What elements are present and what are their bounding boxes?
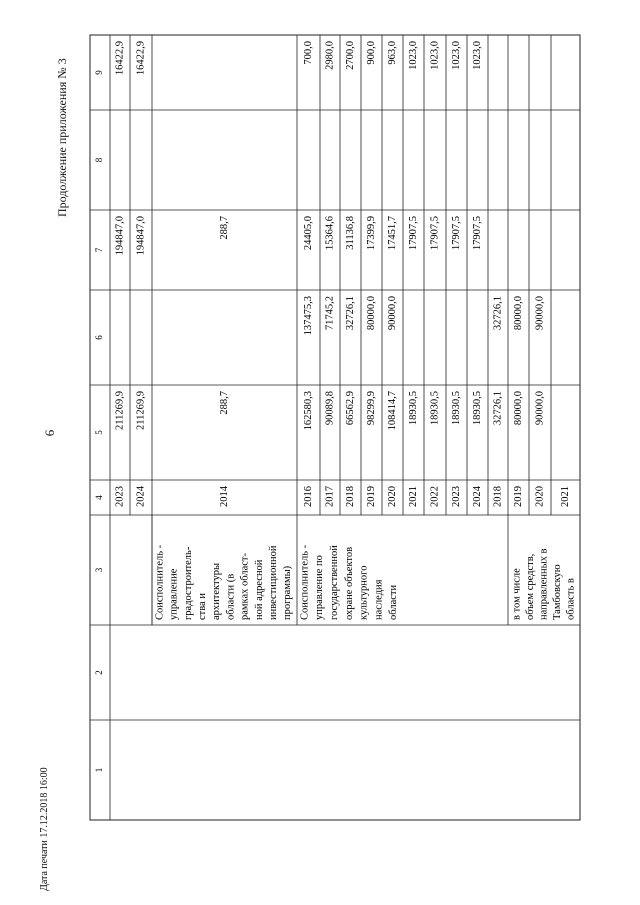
table-border [90,35,580,820]
value-cell: 2700,0 [344,41,356,70]
text-block-line: ства и [197,593,209,620]
appendix-title: Продолжение приложения № 3 [55,58,69,217]
value-cell: 1023,0 [407,41,419,70]
text-block-line: рамках област- [239,552,251,620]
year-cell: 2023 [450,486,462,507]
text-block-line: в том числе [511,568,523,620]
value-cell: 108414,7 [386,391,398,431]
year-cell: 2024 [135,486,147,507]
text-block-line: культурного [358,565,370,620]
year-cell: 2020 [386,486,398,507]
value-cell: 162580,3 [302,391,314,431]
text-block-line: область в [565,578,577,620]
value-cell: 18930,5 [429,391,441,426]
value-cell: 16422,9 [114,41,126,76]
column-header: 4 [94,495,105,500]
text-block-line: государственной [329,545,341,620]
text-block-line: объем средств, [524,553,536,620]
value-cell: 66562,9 [344,391,356,426]
value-cell: 1023,0 [471,41,483,70]
value-cell: 18930,5 [471,391,483,426]
year-cell: 2019 [365,486,377,507]
value-cell: 194847,0 [114,216,126,256]
year-cell: 2020 [534,486,546,507]
column-header: 5 [94,430,105,435]
value-cell: 17907,5 [407,216,419,251]
year-cell: 2018 [344,486,356,507]
value-cell: 2980,0 [324,41,336,70]
text-block-line: управление [168,568,180,620]
value-cell: 1023,0 [450,41,462,70]
value-cell: 71745,2 [324,296,336,331]
year-cell: 2021 [559,486,571,507]
text-block-line: области (в [225,573,237,620]
value-cell: 90000,0 [534,391,546,426]
year-cell: 2017 [324,486,336,507]
value-cell: 700,0 [302,41,314,65]
value-cell: 17399,9 [365,216,377,251]
value-cell: 32726,1 [492,296,504,331]
value-cell: 963,0 [386,41,398,65]
value-cell: 17907,5 [429,216,441,251]
text-block-line: управление по [314,555,326,620]
value-cell: 288,7 [218,391,230,415]
column-header: 7 [94,247,105,253]
column-header: 6 [94,335,105,340]
value-cell: 211269,9 [135,391,147,430]
value-cell: 17451,7 [386,216,398,251]
text-block-line: ной адресной [253,559,265,620]
column-header: 9 [94,70,105,75]
text-block-line: инвестиционной [268,545,280,620]
value-cell: 18930,5 [407,391,419,426]
year-cell: 2018 [492,486,504,507]
text-block-line: Соисполнитель - [154,544,166,620]
year-cell: 2024 [471,486,483,507]
value-cell: 17907,5 [450,216,462,251]
text-block-line: Соисполнитель - [299,544,311,620]
value-cell: 80000,0 [512,391,524,426]
value-cell: 80000,0 [512,296,524,331]
text-block-line: области [388,584,400,620]
value-cell: 137475,3 [302,296,314,336]
value-cell: 32726,1 [492,391,504,426]
value-cell: 31136,8 [344,216,356,250]
value-cell: 17907,5 [471,216,483,251]
print-date: Дата печати 17.12.2018 16:00 [39,767,50,891]
column-header: 3 [94,567,105,573]
text-block-line: градостроитель- [182,546,194,620]
value-cell: 90089,8 [324,391,336,426]
value-cell: 1023,0 [429,41,441,70]
value-cell: 90000,0 [534,296,546,331]
value-cell: 32726,1 [344,296,356,331]
value-cell: 98299,9 [365,391,377,426]
year-cell: 2016 [302,486,314,507]
value-cell: 194847,0 [135,216,147,256]
year-cell: 2021 [407,486,419,507]
text-block-line: программы) [282,565,294,620]
year-cell: 2022 [429,486,441,507]
value-cell: 18930,5 [450,391,462,426]
year-cell: 2014 [218,486,230,507]
value-cell: 288,7 [218,216,230,240]
value-cell: 16422,9 [135,41,147,76]
value-cell: 15364,6 [324,216,336,251]
column-header: 8 [94,157,105,163]
value-cell: 24405,0 [302,216,314,251]
text-block-line: Тамбовскую [551,564,563,620]
column-header: 1 [94,767,105,773]
value-cell: 211269,9 [114,391,126,430]
value-cell: 900,0 [365,41,377,65]
year-cell: 2019 [512,486,524,507]
text-block-line: наследия [373,579,385,620]
text-block-line: направленных в [538,548,550,620]
page-number: 6 [42,429,57,437]
text-block-line: охране объектов [343,546,355,620]
value-cell: 80000,0 [365,296,377,331]
year-cell: 2023 [114,486,126,507]
value-cell: 90000,0 [386,296,398,331]
text-block-line: архитектуры [211,563,223,620]
column-header: 2 [94,670,105,675]
